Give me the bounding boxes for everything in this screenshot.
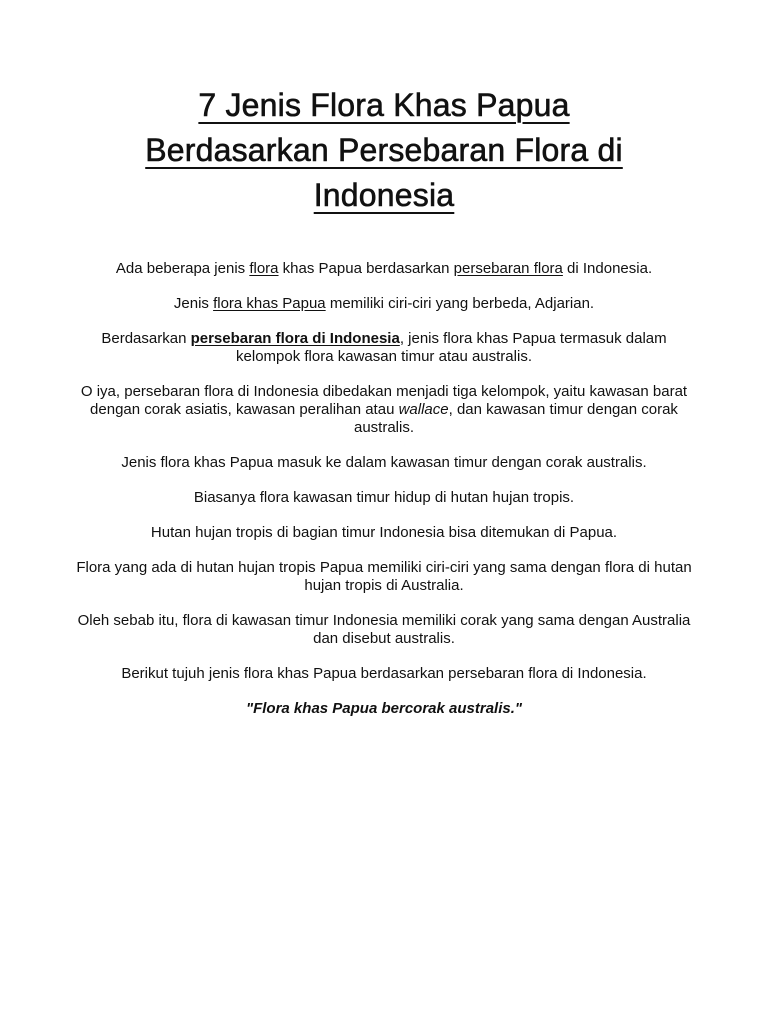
paragraph-8: Flora yang ada di hutan hujan tropis Papua memiliki ciri-ciri yang sama dengan flora di hutan hujan tropis di Australia. [76,559,692,594]
paragraph-1-text-c: di Indonesia. [562,260,653,277]
title-line-3: Indonesia [313,177,455,213]
quote-line: "Flora khas Papua bercorak australis." [245,700,522,717]
paragraph-7: Hutan hujan tropis di bagian timur Indonesia bisa ditemukan di Papua. [150,524,618,541]
paragraph-3-text-a: Berdasarkan [101,330,191,347]
persebaran-flora-indonesia-link[interactable]: persebaran flora di Indonesia [190,330,400,347]
paragraph-2 [70,295,698,313]
paragraph-3-text-b: , jenis flora khas Papua termasuk dalam kelompok flora kawasan timur atau australis. [236,330,667,365]
paragraph-4-text-a: O iya, persebaran flora di Indonesia dibedakan menjadi tiga kelompok, yaitu kawasan barat dengan corak asiatis, kawasan peralihan atau [80,383,688,418]
flora-khas-papua-link[interactable]: flora khas Papua [213,295,326,312]
document-title [60,83,708,218]
paragraph-6: Biasanya flora kawasan timur hidup di hutan hujan tropis. [193,489,575,506]
persebaran-flora-link[interactable]: persebaran flora [453,260,563,277]
title-line-1: 7 Jenis Flora Khas Papua [198,87,570,123]
paragraph-1-text-a: Ada beberapa jenis [115,260,250,277]
paragraph-9: Oleh sebab itu, flora di kawasan timur Indonesia memiliki corak yang sama dengan Australia dan disebut australis. [77,612,691,647]
paragraph-2-text-b: memiliki ciri-ciri yang berbeda, Adjarian. [325,295,595,312]
flora-link[interactable]: flora [249,260,279,277]
paragraph-1-text-b: khas Papua berdasarkan [278,260,454,277]
paragraph-4-emphasis: wallace [398,401,449,418]
title-line-2: Berdasarkan Persebaran Flora di [145,132,623,168]
paragraph-5: Jenis flora khas Papua masuk ke dalam kawasan timur dengan corak australis. [121,454,647,471]
paragraph-3 [70,330,698,366]
paragraph-4 [70,383,698,437]
paragraph-2-text-a: Jenis [173,295,214,312]
paragraph-1 [70,260,698,278]
paragraph-4-text-b: , dan kawasan timur dengan corak australis. [353,401,678,436]
article-body [70,260,698,735]
paragraph-10: Berikut tujuh jenis flora khas Papua berdasarkan persebaran flora di Indonesia. [121,665,647,682]
